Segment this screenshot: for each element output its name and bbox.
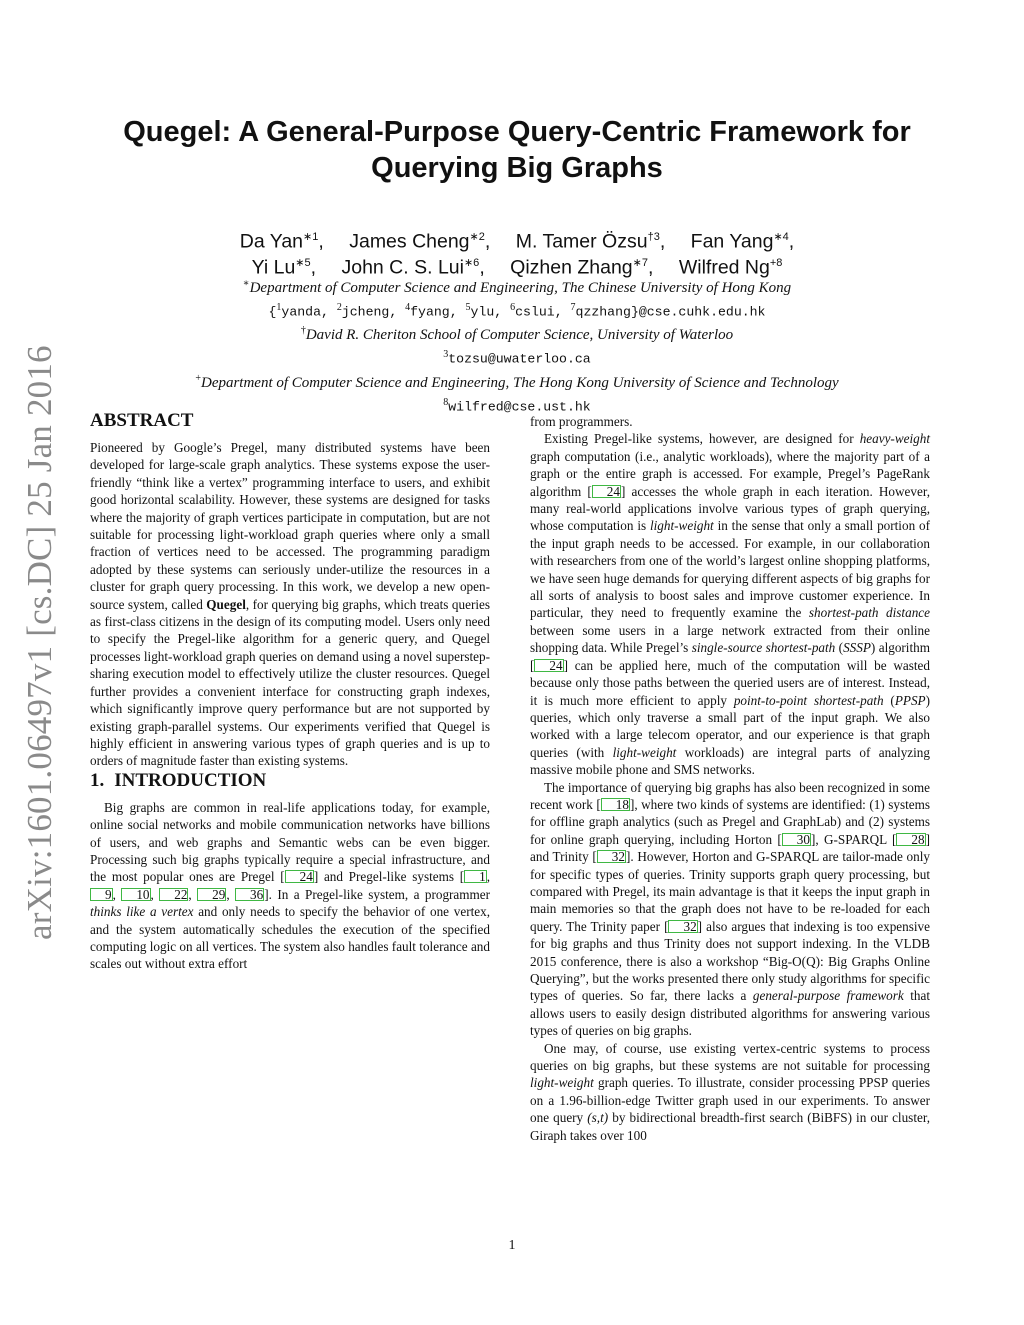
body-text: also argues that indexing is too expensive for big graphs and thus Trinity does not support indexing. In the VLDB 2015 conference, there is also a workshop “Big-O(Q): Big Graphs Online Querying”, but the works presented there only study algorithms for specific types of queries. So far, there lacks a	[530, 918, 930, 1004]
email-id: jcheng	[341, 304, 390, 320]
body-text: and Trinity	[530, 849, 593, 865]
author-mark: ∗7	[632, 256, 648, 269]
body-text: ) algorithm	[870, 640, 930, 656]
author-mark: †3	[647, 231, 660, 243]
abstract-text: Pioneered by Google’s Pregel, many distributed systems have been developed for large-scale graph analytics. These systems expose the user-friendly “think like a vertex” programming interface to users, and exhibit good horizontal scalability. However, these systems are designed for tasks where the majority of graph vertices participate in computation, but are not suitable for processing light-workload graph queries where only a small fraction of vertices need to be accessed. The programming paradigm adopted by these systems can seriously under-utilize the resources in a cluster for graph query processing. In this work, we develop a new open-source system, called	[90, 440, 490, 612]
arxiv-identifier-stamp: arXiv:1601.06497v1 [cs.DC] 25 Jan 2016	[20, 345, 59, 940]
email-id: qzzhang	[575, 304, 631, 320]
section-number: 1.	[90, 769, 105, 791]
intro-paragraph-1-continued: from programmers.	[530, 414, 633, 429]
author: James Cheng$^{∗2}$,	[349, 230, 491, 253]
author-mark: ∗5	[295, 256, 311, 269]
citation-link[interactable]: 29	[197, 888, 226, 901]
emphasis-text: light-weight	[530, 1075, 594, 1091]
emphasis-text: shortest-path distance	[808, 605, 930, 621]
emphasis-text: heavy-weight	[859, 431, 930, 447]
citation-link[interactable]: 36	[235, 888, 264, 901]
email-mark: 1	[276, 302, 282, 313]
body-text: . However, Horton and G-SPARQL are tailor-made only for specific types of queries. Trinity supports graph query processing, but compared with Pregel, its main advantage is that it keeps the input graph in main memories so that the graph does not have to be re-loaded for each query. The Trinity paper	[530, 849, 930, 934]
body-text: that allows users to easily design distributed algorithms for answering various types of queries on big graphs.	[530, 988, 930, 1039]
author-mark: ∗4	[773, 231, 789, 243]
affiliation-mark: +	[195, 372, 201, 384]
body-text: , where two kinds of systems are identified: (1) systems for offline graph analytics (such as Pregel and GraphLab) and (2) systems for online graph querying, including Horton	[530, 796, 931, 847]
author-row-1	[90, 227, 944, 253]
system-name: Quegel	[206, 596, 246, 612]
email-mark: 6	[510, 302, 516, 313]
author-name: Wilfred Ng	[678, 256, 770, 278]
author-mark: +8	[769, 256, 783, 269]
body-text: workloads) are integral parts of analyzing massive mobile phone and SMS networks.	[530, 744, 930, 778]
email-mark: 2	[336, 302, 342, 313]
citation-link[interactable]: 30	[782, 833, 811, 846]
affiliation-waterloo	[90, 321, 944, 345]
body-text: can be applied here, much of the computation will be wasted because only those paths between the queried users are of interest. Instead, it is much more efficient to apply	[530, 657, 930, 708]
author-list	[90, 227, 944, 278]
body-text: accesses the whole graph in each iteration. However, many real-world applications involve various types of graph querying, whose computation is	[530, 483, 931, 534]
author-name: M. Tamer Özsu	[515, 230, 648, 253]
citation-link[interactable]: 24	[592, 485, 621, 498]
email-cuhk: {$^1$yanda, $^2$jcheng, $^4$fyang, $^5$ylu, $^6$cslui, $^7$qzzhang}@cse.cuhk.edu.hk	[268, 302, 766, 320]
body-text: The importance of querying big graphs has also been recognized in some recent work	[530, 779, 930, 812]
emphasis-text: thinks like a vertex	[90, 904, 194, 920]
body-text: ]. In a Pregel-like system, a programmer	[264, 886, 491, 902]
email-address: wilfred@cse.ust.hk	[448, 399, 591, 415]
author: John C. S. Lui$^{∗6}$,	[341, 256, 485, 278]
citation-link[interactable]: 24	[534, 659, 563, 672]
body-text: between some users in a large network extracted from their online shopping data. While Pregel’s	[530, 622, 930, 656]
email-id: fyang	[410, 304, 450, 320]
emphasis-text: SSSP	[843, 640, 871, 656]
intro-paragraph-2: Existing Pregel-like systems, however, are designed for heavy-weight graph computation (i.e., analytic workloads), where the majority part of a graph or the entire graph is accessed. For example, Pregel’s PageRank algorithm [ 24] accesses the whole graph in each iteration. However, many real-world applications involve various types of graph querying, whose computation is light-weight in the sense that only a small portion of the input graph needs to be accessed. For example, in our collaboration with researchers from one of the world’s largest online shopping platforms, we have seen huge demands for querying different aspects of big graphs for all sorts of analysis to boost sales and improve customer experience. In particular, they need to frequently examine the shortest-path distance between some users in a large network extracted from their online shopping data. While Pregel’s single-source shortest-path (SSSP) algorithm [ 24] can be applied here, much of the computation will be wasted because only those paths between the queried users are of interest. Instead, it is much more efficient to apply point-to-point shortest-path (PPSP) queries, which only traverse a small part of the input graph. We also worked with a large telecom operator, and our experience is that graph queries (with light-weight workloads) are integral parts of analyzing massive mobile phone and SMS networks.	[530, 431, 931, 778]
email-mark: 8	[443, 396, 449, 408]
left-column	[90, 410, 490, 973]
author: Fan Yang$^{∗4}$,	[690, 230, 795, 253]
email-brace: {	[268, 304, 277, 320]
page-number: 1	[508, 1238, 516, 1253]
introduction-heading	[90, 770, 490, 792]
email-mark: 7	[570, 302, 576, 313]
author-name: Fan Yang	[690, 230, 774, 253]
author-name: Da Yan	[239, 230, 304, 253]
intro-paragraph-3: The importance of querying big graphs has also been recognized in some recent work [ 18], where two kinds of systems are identified: (1) systems for offline graph analytics (such as Pregel and GraphLab) and (2) systems for online graph querying, including Horton [ 30], G-SPARQL [ 28] and Trinity [ 32]. However, Horton and G-SPARQL are tailor-made only for specific types of queries. Trinity supports graph query processing, but compared with Pregel, its main advantage is that it keeps the input graph in main memories so that the graph does not have to be re-loaded for each query. The Trinity paper [ 32] also argues that indexing is too expensive for big graphs and thus Trinity does not support indexing. In the VLDB 2015 conference, there is also a workshop “Big-O(Q): Big Graphs Online Querying”, but the works presented there only study algorithms for specific types of queries. So far, there lacks a general-purpose framework that allows users to easily design distributed algorithms for answering various types of queries on big graphs.	[530, 779, 931, 1039]
citation-link[interactable]: 28	[896, 833, 925, 846]
author: Da Yan$^{∗1}$,	[239, 230, 324, 253]
author-name: James Cheng	[349, 230, 470, 253]
citation-link[interactable]: 9	[90, 888, 113, 901]
email-id: cslui	[515, 304, 555, 320]
citation-link[interactable]: 1	[464, 870, 487, 883]
body-text: graph computation (i.e., analytic workloads), where the majority part of a graph or the entire graph is accessed. For example, Pregel’s PageRank algorithm	[530, 448, 930, 499]
right-column	[530, 413, 930, 1144]
email-waterloo	[90, 345, 944, 368]
affiliation-text: Department of Computer Science and Engineering, The Chinese University of Hong Kong	[249, 280, 792, 296]
title-line-2: Querying Big Graphs	[371, 152, 663, 184]
email-id: yanda	[281, 304, 321, 320]
body-text: , G-SPARQL	[815, 831, 893, 847]
intro-paragraph-1: Big graphs are common in real-life applications today, for example, online social networks and mobile communication networks have billions of users, and web graphs and Semantic webs can be even bigger. Processing such big graphs typically require a special infrastructure, and the most popular ones are Pregel [ 24] and Pregel-like systems [ 1, 9, 10, 22, 29, 36]. In a Pregel-like system, a programmer thinks like a vertex and only needs to specify the behavior of one vertex, and the system automatically schedules the execution of the specified computing logic on all vertices. The system also handles fault tolerance and scales out without extra effort	[90, 799, 491, 972]
body-text: (	[883, 692, 895, 708]
affiliation-cuhk	[90, 274, 944, 298]
abstract-paragraph	[90, 439, 490, 770]
title-line-1: Quegel: A General-Purpose Query-Centric Framework for	[123, 116, 911, 148]
author-mark: ∗2	[469, 231, 485, 243]
citation-link[interactable]: 10	[121, 888, 150, 901]
author: Yi $Lu^{∗5}$,	[251, 256, 317, 278]
author-mark: ∗1	[303, 231, 319, 243]
emphasis-text: point-to-point shortest-path	[733, 692, 884, 708]
body-text: One may, of course, use existing vertex-centric systems to process queries on big graphs, but these systems are not suitable for processing	[530, 1040, 930, 1074]
body-text: and Pregel-like systems [	[318, 869, 465, 885]
body-text: by bidirectional breadth-first search (BiBFS) in our cluster, Giraph takes over 100	[530, 1110, 930, 1143]
body-text: Existing Pregel-like systems, however, are designed for	[544, 431, 860, 447]
email-mark: 4	[405, 302, 411, 313]
affiliation-text: Department of Computer Science and Engineering, The Hong Kong University of Science and Technology	[200, 374, 839, 391]
emphasis-text: light-weight	[612, 744, 677, 760]
email-domain: }@cse.cuhk.edu.hk	[630, 304, 766, 320]
body-text: and only needs to specify the behavior of one vertex, and the system automatically schedules the execution of the specified computing logic on all vertices. The system also handles fault tolerance and scales out without extra effort	[90, 904, 490, 972]
citation-link[interactable]: 32	[597, 850, 626, 863]
citation-link[interactable]: 24	[285, 870, 314, 883]
author: Qizhen Zhang$^{∗7}$,	[510, 256, 654, 278]
abstract-heading: ABSTRACT	[90, 410, 194, 431]
email-mark: 3	[443, 349, 449, 361]
abstract-text: , for querying big graphs, which treats queries as first-class citizens in the design of its computing model. Users only need to specify the Pregel-like algorithm for a generic query, and Quegel processes light-workload graph queries on demand using a novel superstep-sharing execution model to effectively utilize the cluster resources. Quegel further provides a convenient interface for constructing graph indexes, which significantly improve query performance but are not supported by existing graph-parallel systems. Our experiments verified that Quegel is highly efficient in answering various types of graph queries and is up to orders of magnitude faster than existing systems.	[90, 596, 490, 769]
email-address: tozsu@uwaterloo.ca	[448, 351, 591, 367]
body-text: in the sense that only a small portion of the input graph needs to be accessed. For example, in our collaboration with researchers from one of the world’s largest online shopping platforms, we have seen huge demands for querying different aspects of big graphs for all sorts of analysis to boost sales and improve customer experience. In particular, they need to frequently examine the	[530, 518, 930, 621]
citation-link[interactable]: 32	[668, 920, 697, 933]
emphasis-text: light-weight	[649, 518, 714, 534]
body-text: Big graphs are common in real-life applications today, for example, online social networks and mobile communication networks have billions of users, and web graphs and Semantic webs can be even bigger. Processing such big graphs typically require a special infrastructure, and the most popular ones are Pregel	[90, 799, 490, 885]
intro-paragraph-4	[530, 1040, 930, 1144]
author-mark: ∗6	[463, 256, 480, 269]
emphasis-text: general-purpose framework	[752, 988, 904, 1004]
body-text: (	[835, 640, 844, 656]
author-name: Yi Lu	[251, 256, 296, 278]
email-mark: 5	[465, 302, 471, 313]
section-title: INTRODUCTION	[114, 769, 267, 791]
paper-title	[90, 114, 944, 186]
affiliation-block	[90, 274, 944, 416]
emphasis-text: single-source shortest-path	[691, 640, 836, 656]
emphasis-text: PPSP	[894, 692, 926, 708]
author: M. Tamer Özsu$^{\dagger 3}$,	[515, 230, 666, 253]
affiliation-mark: †	[300, 325, 306, 337]
author-name: Qizhen Zhang	[510, 256, 633, 278]
body-text: ) queries, which only traverse a small part of the input graph. We also worked with a large telecom operator, and our experience is that graph queries (with	[530, 692, 930, 760]
affiliation-mark: ∗	[242, 278, 250, 289]
citation-link[interactable]: 22	[159, 888, 188, 901]
citation-link[interactable]: 18	[601, 798, 630, 811]
email-id: ylu	[470, 304, 495, 320]
math-expression: (s,t)	[587, 1110, 609, 1126]
affiliation-text: David R. Cheriton School of Computer Science, University of Waterloo	[305, 327, 734, 344]
affiliation-hkust	[90, 369, 944, 393]
author-name: John C. S. Lui	[341, 256, 464, 278]
body-text: graph queries. To illustrate, consider processing PPSP queries on a 1.96-billion-edge Twitter graph used in our experiments. To answer one query	[530, 1075, 930, 1126]
